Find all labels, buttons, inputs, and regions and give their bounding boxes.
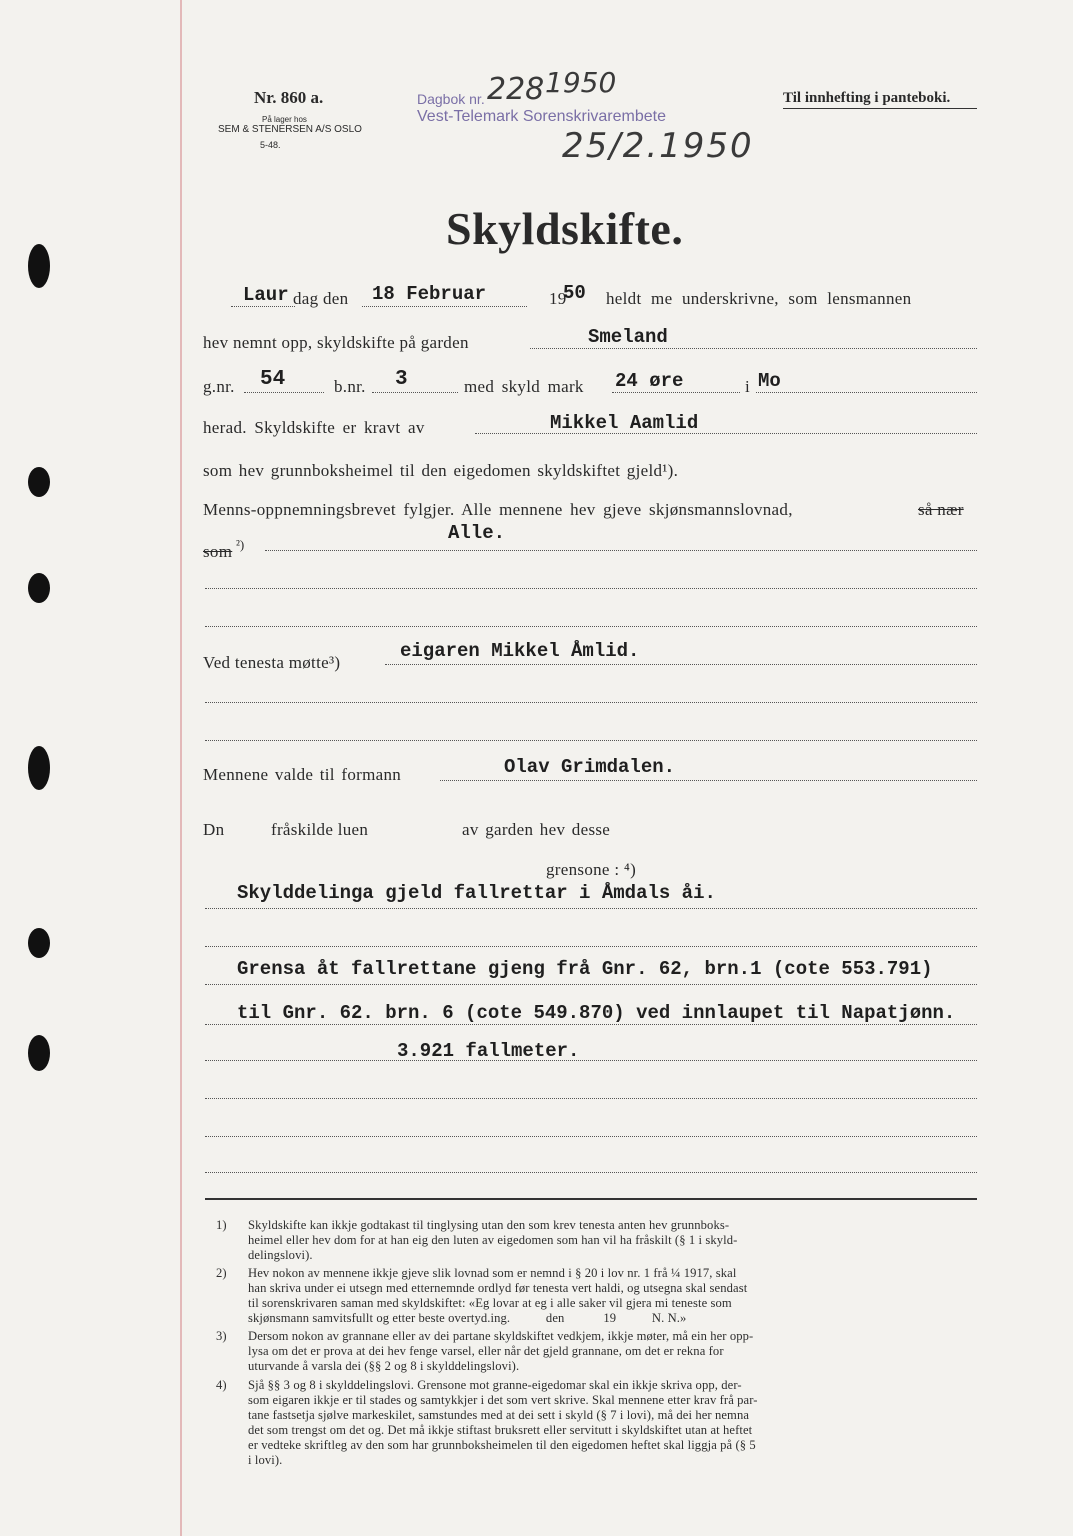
- publisher-line1: På lager hos: [262, 115, 307, 124]
- day-label: dag den: [293, 289, 349, 308]
- gnr-value: 54: [260, 368, 286, 391]
- gnr-label: g.nr.: [203, 377, 235, 396]
- line6-strike: så nær: [918, 500, 964, 519]
- boundary-dots: [205, 908, 977, 909]
- footnote-line: Hev nokon av mennene ikkje gjeve slik lovnad som er nemnd i § 20 i lov nr. 1 frå ¼ 1917, skal: [248, 1266, 737, 1280]
- blank-line: [205, 702, 977, 703]
- day-dots: [231, 306, 295, 307]
- footnote-line: er vedteke skriftleg av den som har grunnboksheimelen til den eigedomen heftet skal liggja på (§ 5: [248, 1438, 756, 1452]
- top-right-underline: [783, 108, 977, 109]
- footnote-line: uturvande å varsla dei (§§ 2 og 8 i skylddelingslovi).: [248, 1359, 520, 1373]
- footnote-line: Sjå §§ 3 og 8 i skylddelingslovi. Grensone mot granne-eigedomar skal ein ikkje skriva opp, der-: [248, 1378, 742, 1392]
- chair-value: Olav Grimdalen.: [504, 756, 676, 778]
- punch-hole: [28, 467, 50, 497]
- met-dots: [385, 664, 977, 665]
- footnote-line: som eigaren ikkje er til stades og samtykkjer i det som vert skrive. Skal mennene etter krav frå par-: [248, 1393, 758, 1407]
- bnr-dots: [372, 392, 458, 393]
- line5: som hev grunnboksheimel til den eigedomen skyldskiftet gjeld¹).: [203, 461, 679, 480]
- line7-dots: [265, 550, 977, 551]
- split-1: Dn: [203, 820, 225, 839]
- footnote-1: [216, 1218, 737, 1263]
- footnote-line: Dersom nokon av grannane eller av dei partane skyldskiftet vedkjem, ikkje møter, må ein her opp-: [248, 1329, 754, 1343]
- boundary-dots: [205, 1024, 977, 1025]
- blank-line: [205, 740, 977, 741]
- day-value: Laur: [243, 284, 289, 306]
- boundary-line-1: Skylddelinga gjeld fallrettar i Åmdals åi.: [237, 882, 716, 904]
- blank-line: [205, 1172, 977, 1173]
- blank-line: [205, 1136, 977, 1137]
- footnote-4: [216, 1378, 758, 1468]
- footnote-number: 3): [216, 1329, 227, 1343]
- line4-label: herad. Skyldskifte er kravt av: [203, 418, 425, 437]
- journal-number: 228: [487, 72, 545, 107]
- form-number: Nr. 860 a.: [254, 88, 324, 107]
- top-right-note: Til innhefting i panteboki.: [783, 90, 951, 106]
- footnote-line: lysa om det er prova at dei hev fenge varsel, eller når det gjeld grannane, om det er rekna for: [248, 1344, 724, 1358]
- gnr-dots: [244, 392, 324, 393]
- footnote-line: tane fastsetja sjølve markeskilet, samstundes med at dei sett i skyld (§ 7 i lovi), må dei her nemna: [248, 1408, 750, 1422]
- chair-label: Mennene valde til formann: [203, 765, 402, 784]
- claimant-dots: [475, 433, 977, 434]
- footnote-line: delingslovi).: [248, 1248, 313, 1262]
- handwritten-date: 25/2.1950: [562, 126, 754, 166]
- footnote-line: skjønsmann samvitsfullt og etter beste overtyd.ing. den 19 N. N.»: [248, 1311, 687, 1325]
- line7-value: Alle.: [448, 522, 506, 544]
- line7-strike: som: [203, 542, 233, 561]
- stamp-line2: Vest-Telemark Sorenskrivarembete: [417, 108, 666, 125]
- margin-rule: [180, 0, 182, 1536]
- punch-hole: [28, 573, 50, 603]
- form-end-rule: [205, 1198, 977, 1200]
- boundary-dots: [205, 1060, 977, 1061]
- punch-hole: [28, 928, 50, 958]
- footnote-line: til sorenskrivaren saman med skyldskiftet: «Eg lovar at eg i alle saker vil gjera mi teneste som: [248, 1296, 732, 1310]
- journal-year: 1950: [545, 66, 617, 99]
- chair-dots: [440, 780, 977, 781]
- footnote-line: han skriva under ei utsegn med etternemnde ordlyd før tenesta vert haldi, og utsegna skal sendast: [248, 1281, 748, 1295]
- line2-label: hev nemnt opp, skyldskifte på garden: [203, 333, 469, 352]
- footnote-line: det som trengst om det og. Det må ikkje stiftast bruksrett eller servitutt i skyldskiftet utan at heftet: [248, 1423, 753, 1437]
- herad-dots: [756, 392, 977, 393]
- split-3: av garden hev desse: [462, 820, 611, 839]
- year-value: 50: [563, 282, 586, 304]
- punch-hole: [28, 1035, 50, 1071]
- i-label: i: [745, 377, 751, 396]
- footnote-3: [216, 1329, 753, 1374]
- claimant-value: Mikkel Aamlid: [550, 412, 699, 434]
- document-title: Skyldskifte.: [446, 203, 684, 254]
- blank-line: [205, 588, 977, 589]
- punch-hole: [28, 746, 50, 790]
- punch-hole: [28, 244, 50, 288]
- boundary-dots: [205, 984, 977, 985]
- boundary-line-4: 3.921 fallmeter.: [397, 1040, 580, 1062]
- skyld-dots: [612, 392, 740, 393]
- publisher-line2: SEM & STENERSEN A/S OSLO: [218, 124, 362, 135]
- date-dots: [362, 306, 527, 307]
- date-value: 18 Februar: [372, 283, 487, 305]
- met-label: Ved tenesta møtte³): [203, 653, 341, 672]
- boundary-line-3: til Gnr. 62. brn. 6 (cote 549.870) ved innlaupet til Napatjønn.: [237, 1002, 956, 1024]
- footnote-number: 1): [216, 1218, 227, 1232]
- line6: Menns-oppnemningsbrevet fylgjer. Alle mennene hev gjeve skjønsmannslovnad,: [203, 500, 793, 519]
- farm-value: Smeland: [588, 326, 668, 348]
- border-label: grensone : ⁴): [546, 860, 637, 879]
- herad-value: Mo: [758, 370, 781, 392]
- footnote-line: heimel eller hev dom for at han eig den luten av eigedomen som han vil ha fråskilt (§ 1 i skyld-: [248, 1233, 738, 1247]
- farm-dots: [530, 348, 977, 349]
- footnote-line: i lovi).: [248, 1453, 283, 1467]
- bnr-label: b.nr.: [334, 377, 366, 396]
- skyld-label: med skyld mark: [464, 377, 584, 396]
- footnote-number: 4): [216, 1378, 227, 1392]
- line1-rest: heldt me underskrivne, som lensmannen: [606, 289, 912, 308]
- boundary-line-2: Grensa åt fallrettane gjeng frå Gnr. 62, brn.1 (cote 553.791): [237, 958, 933, 980]
- stamp-line1: Dagbok nr.: [417, 91, 485, 107]
- blank-line: [205, 1098, 977, 1099]
- footnote-2: [216, 1266, 747, 1326]
- skyld-value: 24 øre: [615, 370, 684, 392]
- blank-line: [205, 946, 977, 947]
- bnr-value: 3: [395, 368, 408, 391]
- met-value: eigaren Mikkel Åmlid.: [400, 640, 640, 662]
- publisher-line3: 5-48.: [260, 140, 281, 150]
- year-prefix: 19: [549, 289, 567, 308]
- line7-sup: ²): [236, 537, 245, 552]
- split-2: fråskilde luen: [271, 820, 369, 839]
- footnote-line: Skyldskifte kan ikkje godtakast til tinglysing utan den som krev tenesta anten hev grunnboks-: [248, 1218, 730, 1232]
- footnote-number: 2): [216, 1266, 227, 1280]
- blank-line: [205, 626, 977, 627]
